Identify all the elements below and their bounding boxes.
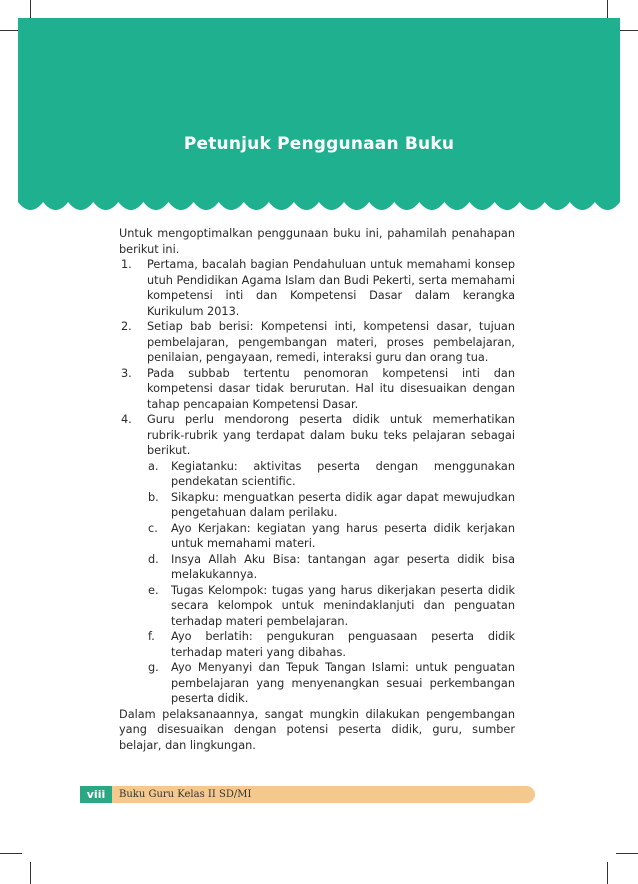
rubric-item xyxy=(147,552,515,583)
list-item xyxy=(119,319,515,366)
page-title: Petunjuk Penggunaan Buku xyxy=(183,134,455,154)
crop-mark xyxy=(0,853,22,854)
instructions-body xyxy=(119,226,515,753)
crop-mark xyxy=(607,862,608,884)
closing-paragraph: Dalam pelaksanaannya, sangat mungkin dilakukan pengembangan yang disesuaikan dengan potensi peserta didik, guru, sumber belajar, dan lingkungan. xyxy=(119,707,515,752)
rubric-text: Ayo berlatih: pengukuran penguasaan peserta didik terhadap materi yang dibahas. xyxy=(171,630,515,659)
list-number: 4. xyxy=(121,413,132,426)
rubric-item xyxy=(147,629,515,660)
crop-mark xyxy=(30,862,31,884)
scalloped-edge xyxy=(18,194,620,222)
page-number: viii xyxy=(86,788,106,801)
rubric-letter: g. xyxy=(148,661,159,674)
rubric-letter: c. xyxy=(148,521,158,535)
list-number: 3. xyxy=(121,366,132,380)
list-item-text: Guru perlu mendorong peserta didik untuk memerhatikan rubrik-rubrik yang terdapat dalam buku teks pelajaran sebagai berikut. xyxy=(147,413,515,457)
list-item xyxy=(119,366,515,413)
list-item xyxy=(119,412,515,707)
list-number: 2. xyxy=(121,320,132,333)
rubric-text: Sikapku: menguatkan peserta didik agar dapat mewujudkan pengetahuan dalam perilaku. xyxy=(171,490,515,519)
intro-paragraph: Untuk mengoptimalkan penggunaan buku ini, pahamilah penahapan berikut ini. xyxy=(119,227,515,256)
rubric-text: Ayo Menyanyi dan Tepuk Tangan Islami: untuk penguatan pembelajaran yang menyenangkan sesuai perkembangan peserta didik. xyxy=(171,661,515,705)
rubric-item xyxy=(147,521,515,552)
book-title: Buku Guru Kelas II SD/MI xyxy=(119,789,252,800)
list-number: 1. xyxy=(121,258,132,271)
rubric-text: Insya Allah Aku Bisa: tantangan agar peserta didik bisa melakukannya. xyxy=(171,552,515,581)
crop-mark xyxy=(616,853,638,854)
list-item xyxy=(119,257,515,319)
header-banner xyxy=(18,18,620,202)
rubric-text: Kegiatanku: aktivitas peserta dengan menggunakan pendekatan scientific. xyxy=(171,459,515,488)
rubric-letter: f. xyxy=(148,630,155,643)
rubric-item xyxy=(147,490,515,521)
rubric-text: Ayo Kerjakan: kegiatan yang harus peserta didik kerjakan untuk memahami materi. xyxy=(171,521,515,550)
list-item-text: Pertama, bacalah bagian Pendahuluan untuk memahami konsep utuh Pendidikan Agama Islam dan Budi Pekerti, serta memahami kompetensi inti dan Kompetensi Dasar dalam kerangka Kurikulum 2013. xyxy=(147,258,515,318)
rubric-letter: e. xyxy=(148,583,159,597)
list-item-text: Pada subbab tertentu penomoran kompetensi inti dan kompetensi dasar tidak berurutan. Hal itu disesuaikan dengan tahap pencapaian Kompetensi Dasar. xyxy=(147,366,515,411)
rubric-list xyxy=(147,459,515,707)
rubric-letter: d. xyxy=(148,552,159,566)
rubric-letter: b. xyxy=(148,490,159,504)
scallop-path xyxy=(18,194,620,210)
rubric-letter: a. xyxy=(148,459,159,473)
rubric-item xyxy=(147,583,515,630)
rubric-item xyxy=(147,459,515,490)
rubric-text: Tugas Kelompok: tugas yang harus dikerjakan peserta didik secara kelompok untuk menindaklanjuti dan penguatan terhadap materi pembelajaran. xyxy=(171,583,515,628)
list-item-text: Setiap bab berisi: Kompetensi inti, kompetensi dasar, tujuan pembelajaran, pengembangan materi, proses pembelajaran, penilaian, pengayaan, remedi, interaksi guru dan orang tua. xyxy=(147,320,515,364)
rubric-item xyxy=(147,660,515,707)
numbered-list xyxy=(119,257,515,707)
